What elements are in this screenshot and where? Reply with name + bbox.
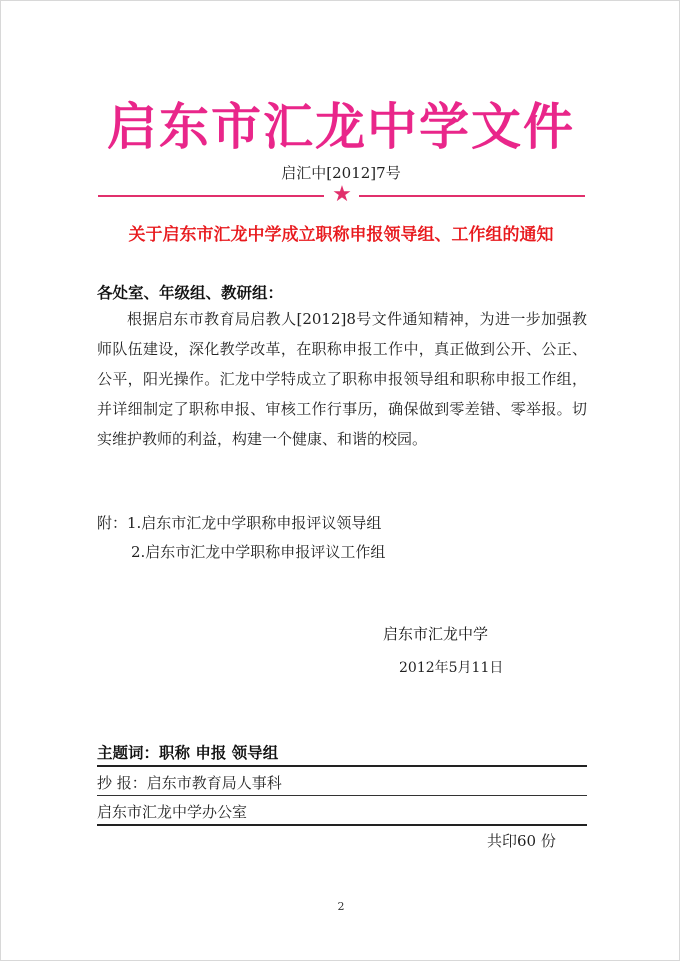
header-rule-left xyxy=(98,195,324,197)
signer: 启东市汇龙中学 xyxy=(383,625,489,643)
org-header-title: 启东市汇龙中学文件 xyxy=(107,97,575,156)
notice-body: 根据启东市教育局启教人[2012]8号文件通知精神，为进一步加强教师队伍建设，深化教学改革，在职称申报工作中，真正做到公开、公正、公平，阳光操作。汇龙中学特成立了职称申报领导组和职称申报工作组，并详细制定了职称申报、审核工作行事历，确保做到零差错、零举报。切实维护教师的利益，构建一个健康、和谐的校园。 xyxy=(97,310,587,448)
signature-date: 2012年5月11日 xyxy=(399,660,504,676)
page-number: 2 xyxy=(337,900,345,913)
divider-cc xyxy=(97,795,587,796)
salutation: 各处室、年级组、教研组： xyxy=(97,284,284,302)
document-number: 启汇中[2012]7号 xyxy=(281,164,401,182)
copies-count: 共印60 份 xyxy=(487,832,556,850)
issuing-office: 启东市汇龙中学办公室 xyxy=(97,803,248,821)
subject-keywords: 主题词：职称 申报 领导组 xyxy=(97,744,279,762)
notice-title: 关于启东市汇龙中学成立职称申报领导组、工作组的通知 xyxy=(128,225,554,245)
attachment-item-2: 2.启东市汇龙中学职称申报评议工作组 xyxy=(131,543,386,561)
star-icon: ★ xyxy=(332,182,352,207)
carbon-copy: 抄 报：启东市教育局人事科 xyxy=(97,774,282,792)
header-rule-right xyxy=(359,195,585,197)
divider-issuer xyxy=(97,824,587,826)
divider-subject xyxy=(97,765,587,767)
attachment-item-1: 附：1.启东市汇龙中学职称申报评议领导组 xyxy=(97,514,382,532)
